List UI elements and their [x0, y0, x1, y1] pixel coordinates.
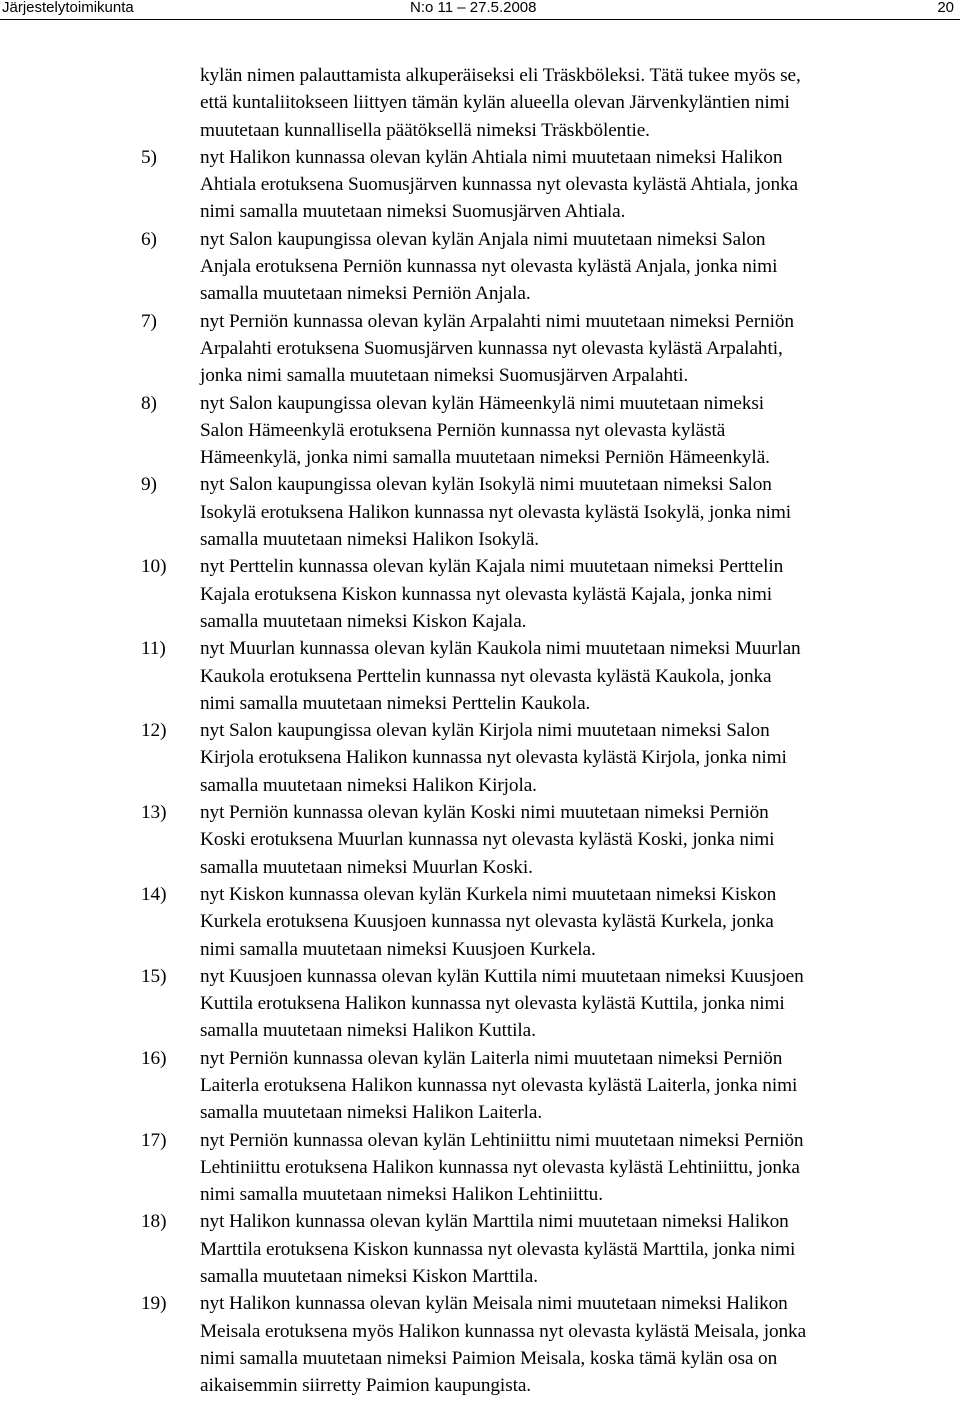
list-item-text: nyt Halikon kunnassa olevan kylän Meisala nimi muutetaan nimeksi Halikon Meisala erotuksena myös Halikon kunnassa nyt olevasta kylästä Meisala, jonka nimi samalla muutetaan nimeksi Paimion Meisala, koska tämä kylän osa on aikaisemmin siirretty Paimion kaupungista.: [200, 1293, 807, 1397]
list-item-text: nyt Perniön kunnassa olevan kylän Lehtiniittu nimi muutetaan nimeksi Perniön Lehtiniittu erotuksena Halikon kunnassa nyt olevasta kylästä Lehtiniittu, jonka nimi samalla muutetaan nimeksi Halikon Lehtiniittu.: [200, 1129, 804, 1206]
list-item: [0, 963, 960, 1045]
list-item-text: nyt Salon kaupungissa olevan kylän Anjala nimi muutetaan nimeksi Salon Anjala erotuksena Perniön kunnassa nyt olevasta kylästä Anjala, jonka nimi samalla muutetaan nimeksi Perniön Anjala.: [200, 228, 778, 305]
header-rule: [0, 19, 960, 20]
list-item-number: 9): [141, 474, 157, 496]
list-item-text: nyt Salon kaupungissa olevan kylän Hämeenkylä nimi muutetaan nimeksi Salon Hämeenkylä erotuksena Perniön kunnassa nyt olevasta kylästä Hämeenkylä, jonka nimi samalla muutetaan nimeksi Perniön Hämeenkylä.: [200, 392, 770, 469]
continuation-paragraph: kylän nimen palauttamista alkuperäiseksi eli Träskböleksi. Tätä tukee myös se, että kuntaliitokseen liittyen tämän kylän alueella olevan Järvenkyläntien nimi muutetaan kunnallisella päätöksellä nimeksi Träskbölentie.: [200, 65, 801, 141]
list-item-text: nyt Kuusjoen kunnassa olevan kylän Kuttila nimi muutetaan nimeksi Kuusjoen Kuttila erotuksena Halikon kunnassa nyt olevasta kylästä Kuttila, jonka nimi samalla muutetaan nimeksi Halikon Kuttila.: [200, 965, 804, 1042]
list-item-number: 15): [141, 965, 167, 987]
list-item-text: nyt Perniön kunnassa olevan kylän Arpalahti nimi muutetaan nimeksi Perniön Arpalahti erotuksena Suomusjärven kunnassa nyt olevasta kylästä Arpalahti, jonka nimi samalla muutetaan nimeksi Suomusjärven Arpalahti.: [200, 310, 794, 387]
header-organization: Järjestelytoimikunta: [2, 0, 134, 16]
list-item-text: nyt Halikon kunnassa olevan kylän Ahtiala nimi muutetaan nimeksi Halikon Ahtiala erotuksena Suomusjärven kunnassa nyt olevasta kylästä Ahtiala, jonka nimi samalla muutetaan nimeksi Suomusjärven Ahtiala.: [200, 146, 799, 223]
header-issue-number: N:o 11 – 27.5.2008: [410, 0, 537, 16]
list-item-number: 10): [141, 556, 167, 578]
list-item-text: nyt Perttelin kunnassa olevan kylän Kajala nimi muutetaan nimeksi Perttelin Kajala erotuksena Kiskon kunnassa nyt olevasta kylästä Kajala, jonka nimi samalla muutetaan nimeksi Kiskon Kajala.: [200, 556, 784, 632]
list-item: [0, 1290, 960, 1399]
list-item: [0, 799, 960, 881]
list-item-number: 5): [141, 146, 157, 168]
list-item: [0, 308, 960, 390]
list-item-text: nyt Halikon kunnassa olevan kylän Marttila nimi muutetaan nimeksi Halikon Marttila erotuksena Kiskon kunnassa nyt olevasta kylästä Marttila, jonka nimi samalla muutetaan nimeksi Kiskon Marttila.: [200, 1211, 796, 1288]
list-item: [0, 717, 960, 799]
list-item: [0, 1127, 960, 1209]
list-item-text: nyt Salon kaupungissa olevan kylän Kirjola nimi muutetaan nimeksi Salon Kirjola erotuksena Halikon kunnassa nyt olevasta kylästä Kirjola, jonka nimi samalla muutetaan nimeksi Halikon Kirjola.: [200, 720, 787, 796]
document-body: [0, 62, 960, 1400]
list-item-number: 18): [141, 1211, 167, 1233]
list-item-number: 16): [141, 1047, 167, 1069]
list-item-number: 12): [141, 720, 167, 742]
list-item-text: nyt Perniön kunnassa olevan kylän Koski nimi muutetaan nimeksi Perniön Koski erotuksena Muurlan kunnassa nyt olevasta kylästä Koski, jonka nimi samalla muutetaan nimeksi Muurlan Koski.: [200, 802, 775, 878]
list-item-number: 6): [141, 228, 157, 250]
list-item: [0, 1045, 960, 1127]
list-item-number: 13): [141, 802, 167, 824]
list-item-number: 17): [141, 1129, 167, 1151]
list-item-text: nyt Perniön kunnassa olevan kylän Laiterla nimi muutetaan nimeksi Perniön Laiterla erotuksena Halikon kunnassa nyt olevasta kylästä Laiterla, jonka nimi samalla muutetaan nimeksi Halikon Laiterla.: [200, 1047, 798, 1124]
list-item: [0, 553, 960, 635]
list-item-number: 7): [141, 310, 157, 332]
list-item-text: nyt Kiskon kunnassa olevan kylän Kurkela nimi muutetaan nimeksi Kiskon Kurkela erotuksena Kuusjoen kunnassa nyt olevasta kylästä Kurkela, jonka nimi samalla muutetaan nimeksi Kuusjoen Kurkela.: [200, 883, 777, 960]
list-item: [0, 881, 960, 963]
list-item-text: nyt Salon kaupungissa olevan kylän Isokylä nimi muutetaan nimeksi Salon Isokylä erotuksena Halikon kunnassa nyt olevasta kylästä Isokylä, jonka nimi samalla muutetaan nimeksi Halikon Isokylä.: [200, 474, 792, 551]
list-item-number: 11): [141, 638, 166, 660]
list-item-number: 14): [141, 883, 167, 905]
header-page-number: 20: [937, 0, 954, 16]
numbered-list: [0, 144, 960, 1400]
list-item: [0, 471, 960, 553]
list-item: [0, 635, 960, 717]
list-item-text: nyt Muurlan kunnassa olevan kylän Kaukola nimi muutetaan nimeksi Muurlan Kaukola erotuksena Perttelin kunnassa nyt olevasta kylästä Kaukola, jonka nimi samalla muutetaan nimeksi Perttelin Kaukola.: [200, 638, 801, 714]
list-item-number: 19): [141, 1293, 167, 1315]
list-item: [0, 144, 960, 226]
list-item: [0, 226, 960, 308]
list-item-number: 8): [141, 392, 157, 414]
list-item: [0, 1208, 960, 1290]
list-item: [0, 390, 960, 472]
